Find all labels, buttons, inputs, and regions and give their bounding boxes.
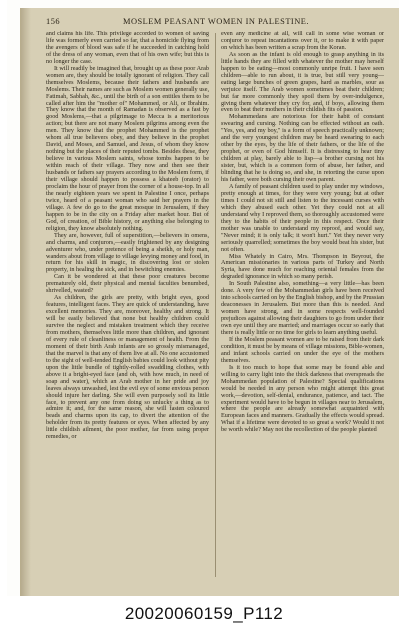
book-page xyxy=(20,8,399,596)
paragraph: A family of peasant children used to play under my windows, pretty enough at times, for they were very young; but at other times I could not sit still and listen to the incessant curses with which they abused each other. Yet they could not at all understand why I reproved them, so thoroughly accustomed were they to the habits of their people in this respect. Once their mother was unable to understand my reproof, and would say, "Never mind; it is only talk; it won't hurt." Yet they never very seriously quarrelled; sometimes the boy would beat his sister, but not often. xyxy=(221,182,384,253)
page-number: 156 xyxy=(46,17,61,26)
paragraph: In South Palestine also, something—a very little—has been done. A very few of the Mohammedan girls have been received into schools carried on by the English bishop, and by the Prussian deaconesses in Jerusalem. But more than this is needed. And women have strong, and in some respects well-founded prejudices against allowing their daughters to go from under their own eye until they are married; and marriages occur so early that there is really little or no time for girls to learn anything useful. xyxy=(221,280,384,336)
right-text-column xyxy=(221,31,384,579)
left-text-column xyxy=(46,31,209,579)
scanned-sheet xyxy=(7,0,399,596)
paragraph: It will readily be imagined that, brought up as these poor Arab women are, they should be totally ignorant of religion. They call themselves Moslems, because their fathers and husbands are Moslems. Their names are such as Moslem women generally use, Fatimah, Sabhah, &c., until the birth of a son entitles them to be called after him the "mother of" Mohammed, or Ali, or Ibrahim. They know that the month of Ramadan is observed as a fast by good Moslems,—that a pilgrimage to Mecca is a meritorious action; but there are not many Moslem pilgrims among even the men. They know that the prophet Mohammed is the prophet whom all true believers obey, and they believe in the prophet David, and Moses, and Samuel, and Jesus, of whom they know nothing but the places of their reputed tombs. Besides these, they believe in various Moslem saints, whose tombs happen to be within reach of their village. They now and then see their husbands or fathers say prayers according to the Moslem form, if their village should happen to possess a khateeb (orator) to proclaim the hour of prayer from the corner of a house-top. In all the nearly eighteen years we spent in Palestine I once, perhaps twice, heard of a peasant woman who said her prayers in the village. A few do go to the great mosque in Jerusalem, if they happen to be in the city on a Friday after market hour. But of God, of creation, of Bible history, or anything else belonging to religion, they know absolutely nothing. xyxy=(46,64,209,232)
paragraph: and claims his life. This privilege accorded to women of saving life was formerly even carried so far, that a homicide flying from the avengers of blood was safe if he succeeded in catching hold of the dress of any woman, even that of his own wife; but this is no longer the case. xyxy=(46,31,209,65)
paragraph: even any medicine at all, will call in some wise woman or conjuror to repeat incantations over it, or to make it with paper on which has been written a scrap from the Koran. xyxy=(221,31,384,51)
paragraph: Can it be wondered at that these poor creatures become prematurely old, their physical and mental faculties benumbed, shrivelled, wasted? xyxy=(46,273,209,295)
page-header xyxy=(46,17,386,29)
gutter-shadow xyxy=(21,8,31,596)
paragraph: Mohammedans are notorious for their habit of constant swearing and cursing. Nothing can be effected without an oath. "Yes, yes, and my boy," is a form of speech practically unknown; and the very youngest children may be heard swearing to each other by the eyes, by the life of their fathers, or the life of the prophet, or even of God himself. It is distressing to hear tiny children at play, barely able to lisp—a brother cursing not his sister, but, which is a common form of abuse, her father, and blinding that he is doing so, and she, in retorting the curse upon his father, were both cursing their own parent. xyxy=(221,113,384,184)
paragraph: As children, the girls are pretty, with bright eyes, good features, intelligent faces. They are quick of understanding, have excellent memories. They are, moreover, healthy and strong. It will be easily believed that none but healthy children could survive the neglect and mistaken treatment which they receive from mothers, themselves little more than children, and ignorant of every rule of cleanliness or management of health. From the moment of their birth Arab infants are so grossly mismanaged, that the marvel is that any of them live at all. No one accustomed to the sight of well-tended English babies could look without pity upon the little bundle of tightly-rolled swaddling clothes, with above it a bright-eyed face (and oh, with how much, in need of soap and water), which an Arab mother in her pride and joy leaves always unwashed, lest the evil eye of some envious person should injure her darling. She will even purposely soil its little face, to prevent any one from doing so unlucky a thing as to admire it; and, for the same reason, she will fasten coloured beads and charms upon its cap, to divert the attention of the beholder from its pretty features or eyes. When affected by any little childish ailment, the poor mother, far from using proper remedies, or xyxy=(46,294,209,441)
paragraph: They are, however, full of superstition,—believers in omens, and charms, and conjurors,—easily frightened by any designing adventurer who, under pretence of being a sheikh, or holy man, wanders about from village to village levying money and food, in return for his skill in magic, in discovering lost or stolen property, in healing the sick, and in bewitching enemies. xyxy=(46,231,209,274)
scan-identifier: 20020060159_P112 xyxy=(124,604,284,623)
running-title: MOSLEM PEASANT WOMEN IN PALESTINE. xyxy=(123,17,309,26)
paragraph: As soon as the infant is old enough to grasp anything in its little hands they are filled with whatever the mother may herself happen to be eating—most commonly unripe fruit. I have seen children—able to run about, it is true, but still very young—eating large bunches of green grapes, hard as marbles, sour as verjuice itself. The Arab women sometimes beat their children; but far more commonly they spoil them by over-indulgence, giving them whatever they cry for, and, if boys, allowing them even to beat their mothers in their childish fits of passion. xyxy=(221,50,384,114)
paragraph: If the Moslem peasant women are to be raised from their dark condition, it must be by means of village missions, Bible-women, and infant schools carried on under the eye of the mothers themselves. xyxy=(221,335,384,364)
paragraph: Miss Whately in Cairo, Mrs. Thompson in Beyrout, the American missionaries in various parts of Turkey and North Syria, have done much for reaching oriental females from the degraded ignorance in which so many perish. xyxy=(221,252,384,281)
column-divider xyxy=(215,33,216,577)
paragraph: Is it too much to hope that some may be found able and willing to carry light into the thick darkness that overspreads the Mohammedan population of Palestine? Special qualifications would be needed in any person who might attempt this great work,—devotion, self-denial, endurance, patience, and tact. The experiment would have to be begun in villages near to Jerusalem, where the people are already somewhat acquainted with European faces and manners. Gradually the effects would spread. What if a lifetime were devoted to so great a work? Would it not be worth while? May not the recollection of the people planted xyxy=(221,363,384,434)
